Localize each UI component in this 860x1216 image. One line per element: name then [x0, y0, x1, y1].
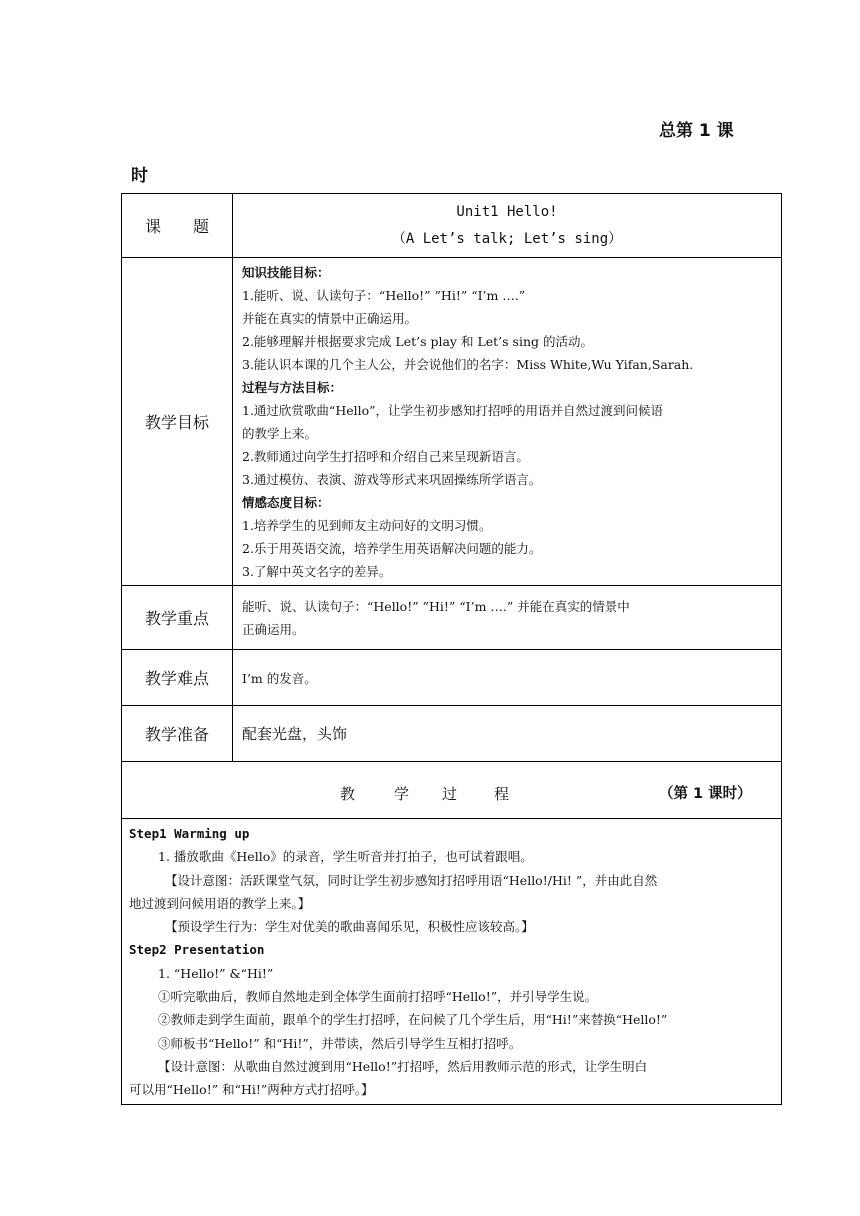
process-row — [122, 819, 782, 1105]
knowledge-item: 3.能认识本课的几个主人公，并会说他们的名字：Miss White,Wu Yifan,Sarah. — [242, 357, 694, 372]
process-item: 1.通过欣赏歌曲“Hello”，让学生初步感知打招呼的用语并自然过渡到问候语 — [242, 403, 664, 418]
process-lesson-note: （第 1 课时） — [659, 786, 752, 802]
knowledge-heading: 知识技能目标： — [242, 265, 330, 280]
difficulties-content: I’m 的发音。 — [233, 650, 782, 706]
topic-label: 课 题 — [122, 194, 233, 258]
difficulties-label: 教学难点 — [122, 650, 233, 706]
process-header — [122, 762, 782, 819]
preparation-row — [122, 706, 782, 762]
process-item: 2.教师通过向学生打招呼和介绍自己来呈现新语言。 — [242, 449, 529, 464]
key-points-content — [233, 586, 782, 650]
step2-design: 可以用“Hello!” 和“Hi!”两种方式打招呼。】 — [129, 1082, 374, 1098]
step1-design: 【设计意图：活跃课堂气氛，同时让学生初步感知打招呼用语“Hello!/Hi! ”，并由此自然 — [165, 872, 658, 888]
knowledge-item: 并能在真实的情景中正确运用。 — [242, 311, 418, 326]
step1-expect: 【预设学生行为：学生对优美的歌曲喜闻乐见，积极性应该较高。】 — [165, 919, 534, 935]
topic-title: Unit1 Hello! — [456, 203, 558, 220]
difficulties-row — [122, 650, 782, 706]
step2-item: 1. “Hello!” &“Hi!” — [158, 965, 274, 981]
topic-subtitle: （A Let’s talk; Let’s sing） — [391, 230, 623, 247]
process-content — [122, 819, 782, 1105]
topic-content — [233, 194, 782, 258]
step2-design: 【设计意图：从歌曲自然过渡到用“Hello!”打招呼，然后用教师示范的形式，让学生明白 — [158, 1058, 648, 1074]
key-points-line: 能听、说、认读句子：“Hello!” ”Hi!” “I’m ….” 并能在真实的情景中 — [242, 599, 630, 614]
step1-title: Step1 Warming up — [129, 826, 250, 841]
key-points-label: 教学重点 — [122, 586, 233, 650]
step2-detail: ③师板书“Hello!” 和“Hi!”，并带读，然后引导学生互相打招呼。 — [158, 1035, 522, 1051]
lesson-total-label-tail: 时 — [131, 166, 148, 186]
step1-design: 地过渡到问候用语的教学上来。】 — [129, 895, 311, 911]
process-header-char: 过 — [442, 785, 458, 803]
preparation-label: 教学准备 — [122, 706, 233, 762]
key-points-row — [122, 586, 782, 650]
process-header-char: 程 — [494, 785, 510, 803]
objectives-row — [122, 258, 782, 586]
process-item: 的教学上来。 — [242, 426, 318, 441]
process-header-row — [122, 762, 782, 819]
emotion-item: 2.乐于用英语交流，培养学生用英语解决问题的能力。 — [242, 541, 542, 556]
emotion-item: 1.培养学生的见到师友主动问好的文明习惯。 — [242, 518, 492, 533]
step2-title: Step2 Presentation — [129, 942, 265, 958]
lesson-plan-table — [121, 193, 782, 1105]
step2-detail: ②教师走到学生面前，跟单个的学生打招呼，在问候了几个学生后，用“Hi!”来替换“Hello!” — [158, 1012, 668, 1028]
topic-row — [122, 194, 782, 258]
preparation-content: 配套光盘，头饰 — [233, 706, 782, 762]
knowledge-item: 1.能听、说、认读句子：“Hello!” ”Hi!” “I’m ….” — [242, 288, 526, 303]
emotion-item: 3.了解中英文名字的差异。 — [242, 564, 392, 579]
key-points-line: 正确运用。 — [242, 622, 305, 637]
knowledge-item: 2.能够理解并根据要求完成 Let’s play 和 Let’s sing 的活动。 — [242, 334, 593, 349]
objectives-content — [233, 258, 782, 586]
process-header-char: 学 — [394, 785, 410, 803]
step2-detail: ①听完歌曲后，教师自然地走到全体学生面前打招呼“Hello!”，并引导学生说。 — [158, 989, 598, 1005]
step1-item: 1. 播放歌曲《Hello》的录音，学生听音并打拍子，也可试着跟唱。 — [158, 849, 533, 865]
emotion-heading: 情感态度目标： — [242, 495, 330, 510]
process-header-char: 教 — [340, 785, 356, 803]
process-item: 3.通过模仿、表演、游戏等形式来巩固操练所学语言。 — [242, 472, 542, 487]
process-heading: 过程与方法目标： — [242, 380, 343, 395]
objectives-label: 教学目标 — [122, 258, 233, 586]
lesson-total-label: 总第 1 课 — [659, 121, 734, 141]
